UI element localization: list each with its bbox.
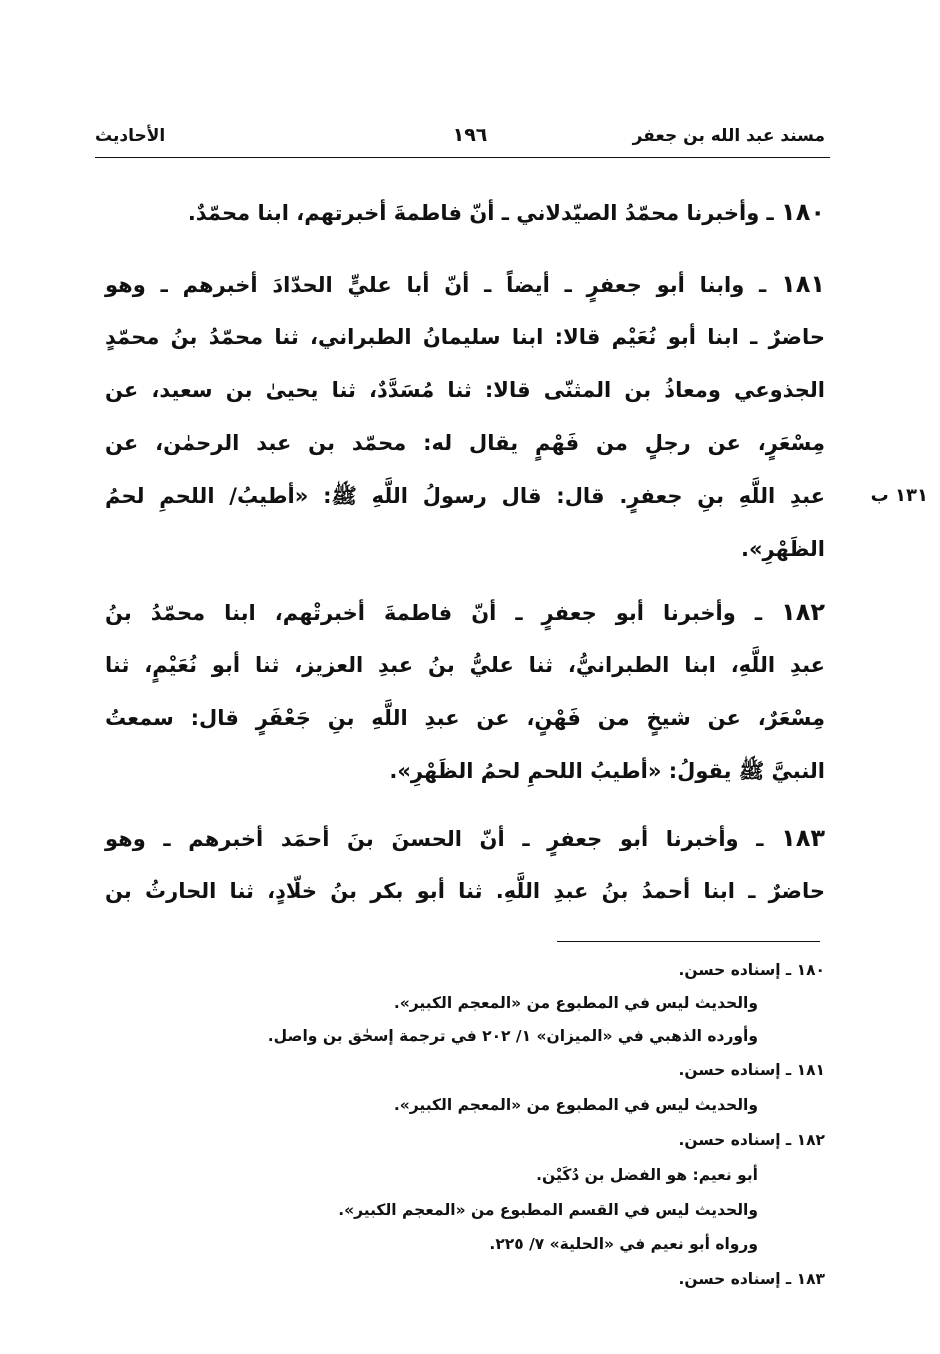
hadith-181-line-4: مِسْعَرٍ، عن رجلٍ من فَهْمٍ يقال له: محمّد بن عبد الرحمٰن، عن (105, 431, 825, 455)
footnote-line: ١٨٠ ـ إسناده حسن. (678, 961, 825, 979)
hadith-182-line-3: مِسْعَرٌ، عن شيخٍ من فَهْنٍ، عن عبدِ اللَّهِ بنِ جَعْفَرٍ قال: سمعتُ (105, 706, 825, 730)
hadith-182-line-4: النبيَّ ﷺ يقولُ: «أطيبُ اللحمِ لحمُ الظَهْرِ». (389, 759, 825, 783)
hadith-183-line-1 (105, 816, 825, 860)
footnote-line: ١٨٣ ـ إسناده حسن. (678, 1270, 825, 1288)
hadith-number: ١٨١ (781, 270, 826, 298)
hadith-182-line-2: عبدِ اللَّهِ، ابنا الطبرانيُّ، ثنا عليُّ بنُ عبدِ العزيز، ثنا أبو نُعَيْمٍ، ثنا (105, 653, 825, 677)
hadith-181-line-2: حاضرٌ ـ ابنا أبو نُعَيْم قالا: ابنا سليمانُ الطبراني، ثنا محمّدُ بنُ محمّدٍ (105, 325, 825, 349)
footnote-line: ورواه أبو نعيم في «الحلية» ٧/ ٢٢٥. (489, 1235, 758, 1253)
footnote-line: أبو نعيم: هو الفضل بن دُكَيْن. (536, 1166, 758, 1184)
footnote-line: ١٨٢ ـ إسناده حسن. (678, 1131, 825, 1149)
footnote-line: ١٨١ ـ إسناده حسن. (678, 1061, 825, 1079)
header-page-number: ١٩٦ (452, 124, 488, 146)
footnote-line: وأورده الذهبي في «الميزان» ١/ ٢٠٢ في ترجمة إسحٰق بن واصل. (267, 1027, 758, 1045)
hadith-181-line-3: الجذوعي ومعاذُ بن المثنّى قالا: ثنا مُسَدَّدٌ، ثنا يحيىٰ بن سعيد، عن (105, 378, 825, 402)
hadith-text: ـ وأخبرنا محمّدُ الصيّدلاني ـ أنّ فاطمةَ أخبرتهم، ابنا محمّدٌ. (187, 201, 774, 225)
header-rule (95, 157, 830, 158)
hadith-181-line-5: عبدِ اللَّهِ بنِ جعفرٍ. قال: قال رسولُ اللَّهِ ﷺ: «أطيبُ/ اللحمِ لحمُ (105, 484, 825, 508)
header-section-title: الأحاديث (95, 126, 166, 146)
hadith-number: ١٨٠ (781, 198, 825, 226)
hadith-text: ـ وأخبرنا أبو جعفرٍ ـ أنّ الحسنَ بنَ أحمَد أخبرهم ـ وهو (105, 827, 764, 851)
footnote-line: والحديث ليس في المطبوع من «المعجم الكبير». (393, 994, 758, 1012)
hadith-182-line-1 (105, 590, 825, 634)
hadith-number: ١٨٣ (781, 824, 826, 852)
hadith-181-line-6: الظَهْرِ». (740, 537, 825, 561)
footnote-line: والحديث ليس في المطبوع من «المعجم الكبير». (393, 1096, 758, 1114)
header-book-title: مسند عبد الله بن جعفر (632, 126, 825, 146)
hadith-text: ـ وابنا أبو جعفرٍ ـ أيضاً ـ أنّ أبا عليٍّ الحدّادَ أخبرهم ـ وهو (105, 273, 767, 297)
footnote-rule (557, 941, 820, 942)
hadith-text: ـ وأخبرنا أبو جعفرٍ ـ أنّ فاطمةَ أخبرتْهم، ابنا محمّدُ بنُ (105, 601, 763, 625)
footnote-line: والحديث ليس في القسم المطبوع من «المعجم الكبير». (338, 1201, 758, 1219)
hadith-181-line-1 (105, 262, 825, 306)
hadith-number: ١٨٢ (781, 598, 826, 626)
hadith-183-line-2: حاضرٌ ـ ابنا أحمدُ بنُ عبدِ اللَّهِ. ثنا أبو بكر بنُ خلّادٍ، ثنا الحارثُ بن (105, 879, 825, 903)
margin-folio-note: ١٣١ ب (870, 485, 928, 506)
hadith-180-line-1 (188, 190, 825, 234)
